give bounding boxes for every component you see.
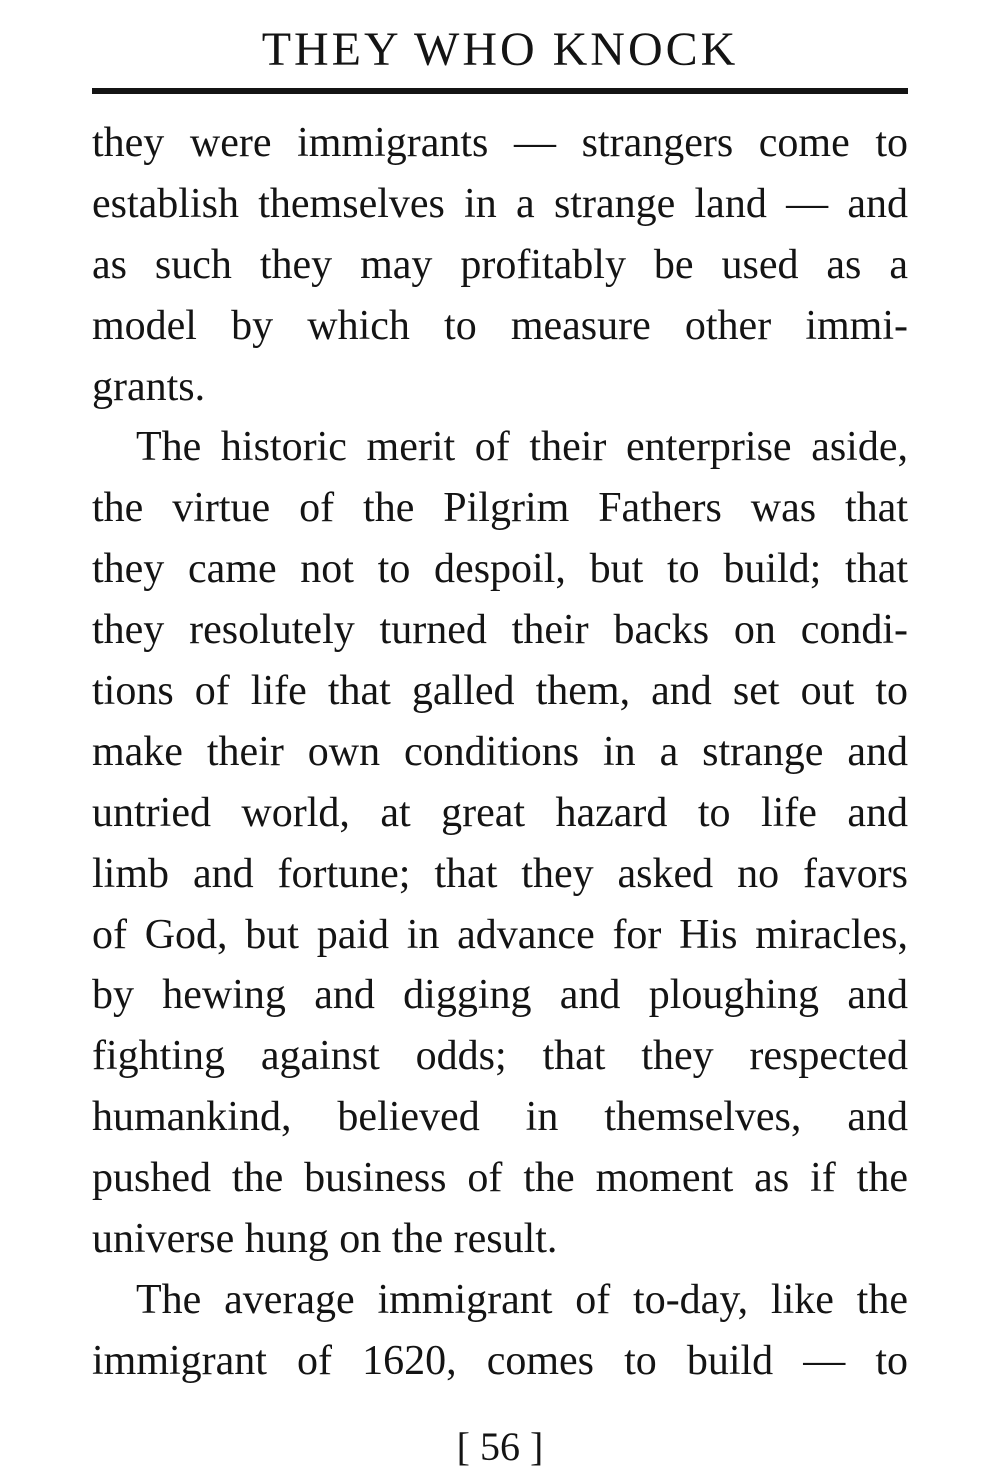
text-line: they were immigrants — strangers come to <box>92 120 908 166</box>
text-line: they came not to despoil, but to build; that <box>92 546 908 593</box>
header-rule <box>92 88 908 94</box>
text-line: by hewing and digging and ploughing and <box>92 972 908 1019</box>
text-line: establish themselves in a strange land — and <box>92 180 908 227</box>
text-line: they resolutely turned their backs on condi- <box>92 607 908 654</box>
text-line: model by which to measure other immi- <box>92 302 908 349</box>
text-line: as such they may profitably be used as a <box>92 241 908 288</box>
text-line: tions of life that galled them, and set out to <box>92 668 908 715</box>
paragraph <box>92 113 908 417</box>
text-line: limb and fortune; that they asked no favors <box>92 850 908 897</box>
paragraph <box>92 417 908 1269</box>
text-line: humankind, believed in themselves, and <box>92 1094 908 1141</box>
text-line: The historic merit of their enterprise aside, <box>136 424 908 471</box>
page-number: [ 56 ] <box>456 1424 544 1469</box>
text-line: untried world, at great hazard to life and <box>92 789 908 836</box>
text-line: immigrant of 1620, comes to build — to <box>92 1337 908 1384</box>
running-head: THEY WHO KNOCK <box>261 23 739 76</box>
text-line: pushed the business of the moment as if the <box>92 1155 908 1202</box>
text-line: make their own conditions in a strange and <box>92 728 908 775</box>
text-line: fighting against odds; that they respected <box>92 1033 908 1080</box>
text-line: The average immigrant of to-day, like the <box>136 1276 908 1323</box>
text-line: of God, but paid in advance for His miracles, <box>92 911 908 958</box>
text-line: universe hung on the result. <box>92 1216 558 1263</box>
body-text <box>92 113 908 1392</box>
text-line: grants. <box>92 363 206 410</box>
text-line: the virtue of the Pilgrim Fathers was that <box>92 485 908 532</box>
paragraph <box>92 1270 908 1392</box>
